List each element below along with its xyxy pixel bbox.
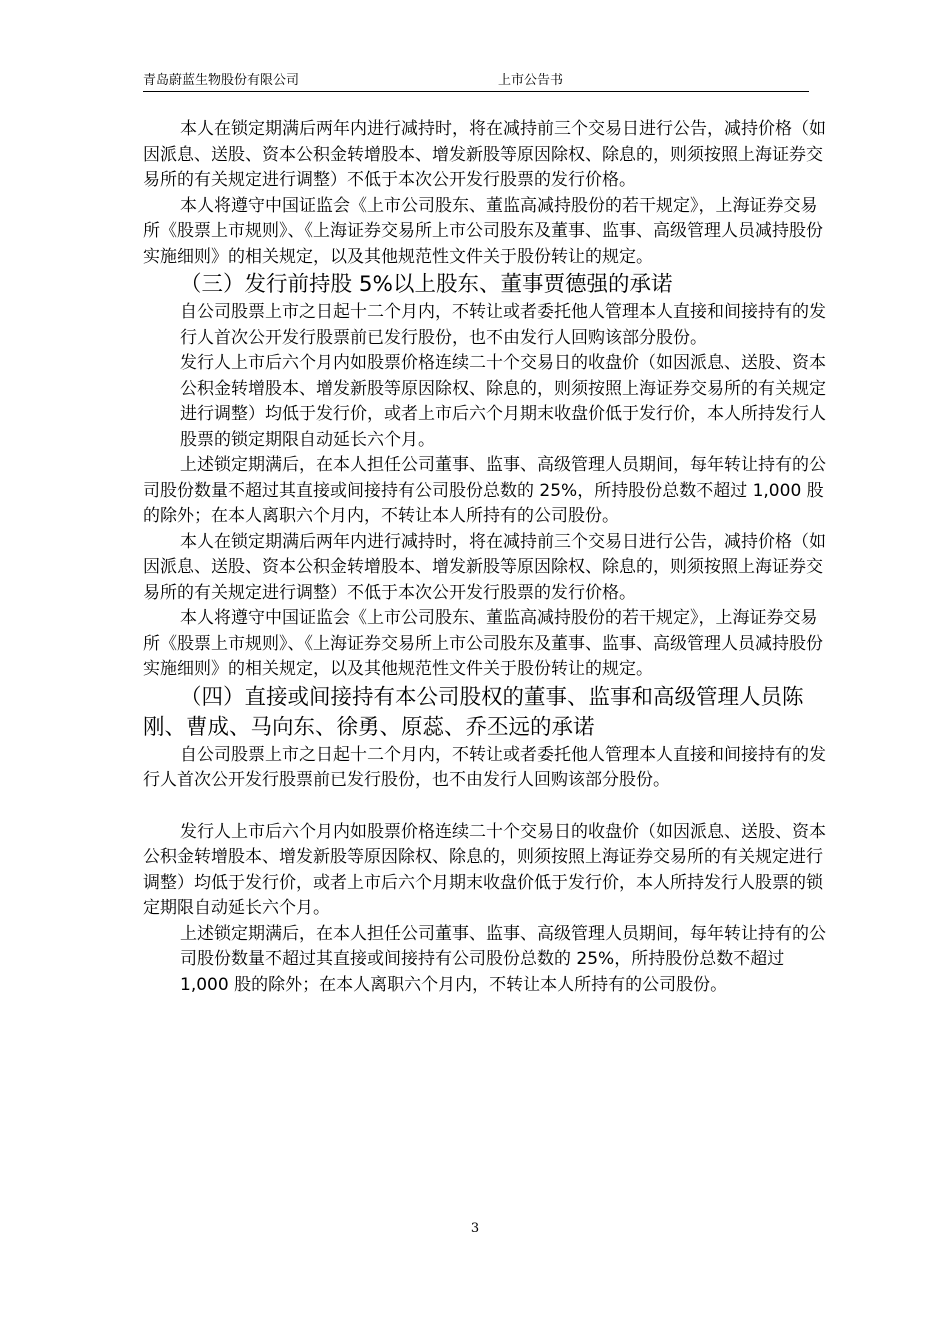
paragraph: 上述锁定期满后，在本人担任公司董事、监事、高级管理人员期间，每年转让持有的公司股份数量不超过其直接或间接持有公司股份总数的 25%，所持股份总数不超过 1,000 股的除外；在本人离职六个月内，不转让本人所持有的公司股份。 [180, 923, 826, 995]
spacer [143, 794, 833, 820]
page-header [143, 73, 809, 92]
paragraph: 本人将遵守中国证监会《上市公司股东、董监高减持股份的若干规定》，上海证券交易所《股票上市规则》、《上海证券交易所上市公司股东及董事、监事、高级管理人员减持股份实施细则》的相关规定，以及其他规范性文件关于股份转让的规定。 [143, 608, 823, 679]
paragraph: 本人在锁定期满后两年内进行减持时，将在减持前三个交易日进行公告，减持价格（如因派息、送股、资本公积金转增股本、增发新股等原因除权、除息的，则须按照上海证券交易所的有关规定进行调整）不低于本次公开发行股票的发行价格。 [143, 119, 826, 190]
document-body [143, 117, 833, 998]
paragraph: 上述锁定期满后，在本人担任公司董事、监事、高级管理人员期间，每年转让持有的公司股份数量不超过其直接或间接持有公司股份总数的 25%，所持股份总数不超过 1,000 股的除外；在本人离职六个月内，不转让本人所持有的公司股份。 [143, 455, 826, 526]
paragraph: 本人在锁定期满后两年内进行减持时，将在减持前三个交易日进行公告，减持价格（如因派息、送股、资本公积金转增股本、增发新股等原因除权、除息的，则须按照上海证券交易所的有关规定进行调整）不低于本次公开发行股票的发行价格。 [143, 531, 826, 603]
section-heading: （四）直接或间接持有本公司股权的董事、监事和高级管理人员陈刚、曹成、马向东、徐勇、原蕊、乔丕远的承诺 [143, 684, 804, 740]
paragraph: 自公司股票上市之日起十二个月内，不转让或者委托他人管理本人直接和间接持有的发行人首次公开发行股票前已发行股份，也不由发行人回购该部分股份。 [143, 744, 826, 790]
paragraph: 本人将遵守中国证监会《上市公司股东、董监高减持股份的若干规定》，上海证券交易所《股票上市规则》、《上海证券交易所上市公司股东及董事、监事、高级管理人员减持股份实施细则》的相关规定，以及其他规范性文件关于股份转让的规定。 [143, 195, 823, 267]
paragraph: 发行人上市后六个月内如股票价格连续二十个交易日的收盘价（如因派息、送股、资本公积金转增股本、增发新股等原因除权、除息的，则须按照上海证券交易所的有关规定进行调整）均低于发行价，或者上市后六个月期末收盘价低于发行价，本人所持发行人股票的锁定期限自动延长六个月。 [180, 353, 826, 450]
header-doc-type: 上市公告书 [498, 73, 564, 88]
section-heading: （三）发行前持股 5%以上股东、董事贾德强的承诺 [180, 272, 673, 297]
paragraph: 自公司股票上市之日起十二个月内，不转让或者委托他人管理本人直接和间接持有的发行人首次公开发行股票前已发行股份，也不由发行人回购该部分股份。 [180, 302, 826, 348]
header-company: 青岛蔚蓝生物股份有限公司 [143, 73, 300, 88]
paragraph: 发行人上市后六个月内如股票价格连续二十个交易日的收盘价（如因派息、送股、资本公积金转增股本、增发新股等原因除权、除息的，则须按照上海证券交易所的有关规定进行调整）均低于发行价，或者上市后六个月期末收盘价低于发行价，本人所持发行人股票的锁定期限自动延长六个月。 [143, 821, 826, 918]
page-number: 3 [470, 1221, 480, 1236]
